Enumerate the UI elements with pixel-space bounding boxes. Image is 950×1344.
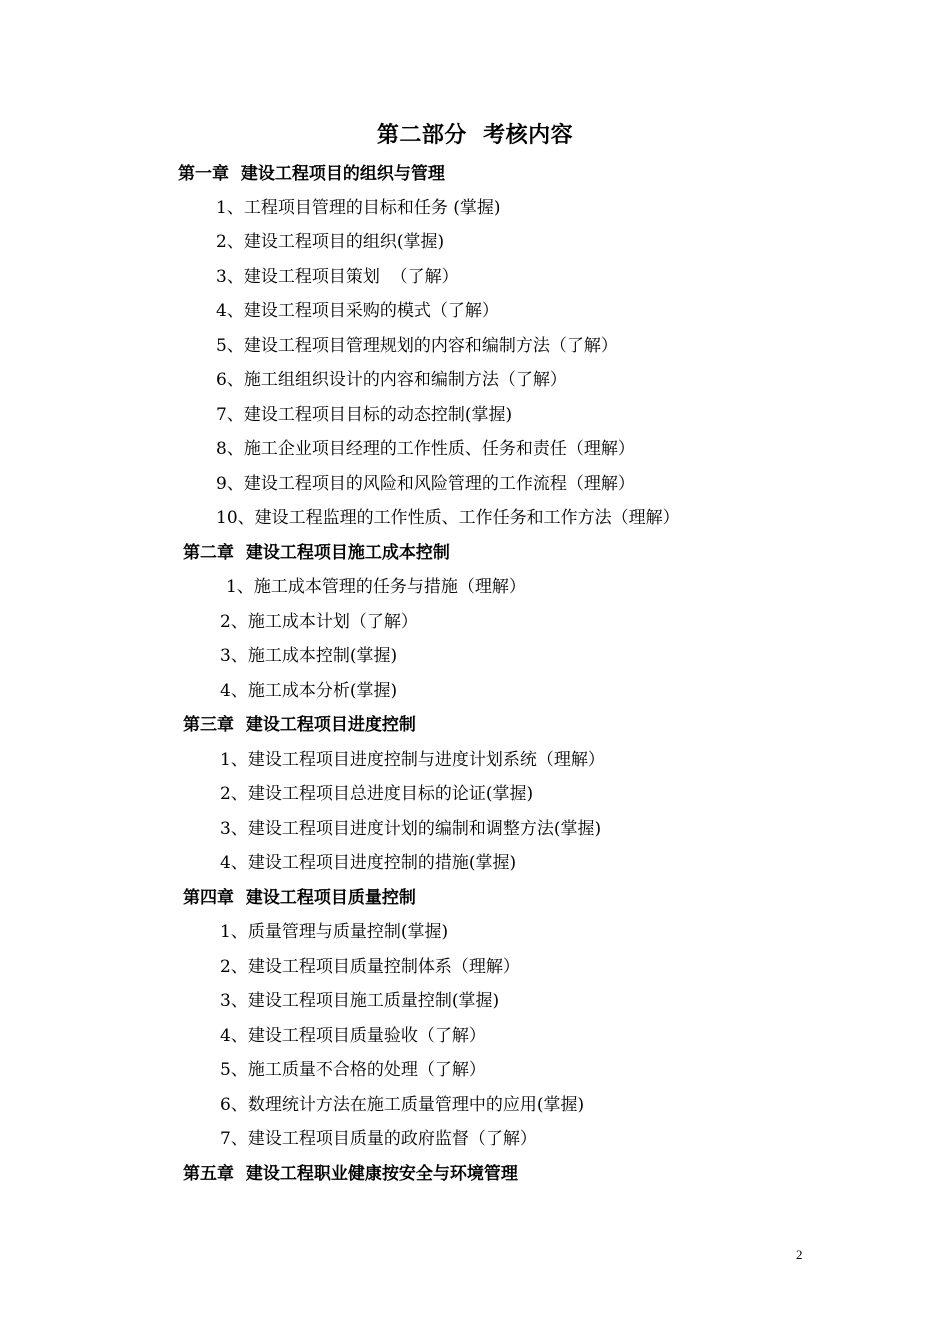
list-item: 7、建设工程项目质量的政府监督（了解） xyxy=(220,1129,537,1149)
list-item: 1、质量管理与质量控制(掌握) xyxy=(220,922,449,942)
list-item: 1、工程项目管理的目标和任务 (掌握) xyxy=(216,198,501,218)
chapter-heading-3: 第三章 建设工程项目进度控制 xyxy=(183,715,416,735)
list-item: 9、建设工程项目的风险和风险管理的工作流程（理解） xyxy=(216,474,635,494)
list-item: 5、建设工程项目管理规划的内容和编制方法（了解） xyxy=(216,336,618,356)
list-item: 5、施工质量不合格的处理（了解） xyxy=(220,1060,486,1080)
chapter-heading-1: 第一章 建设工程项目的组织与管理 xyxy=(178,164,445,184)
list-item: 10、建设工程监理的工作性质、工作任务和工作方法（理解） xyxy=(216,508,680,528)
list-item: 2、建设工程项目的组织(掌握) xyxy=(216,232,445,252)
list-item: 2、建设工程项目质量控制体系（理解） xyxy=(220,957,520,977)
list-item: 3、建设工程项目施工质量控制(掌握) xyxy=(220,991,500,1011)
chapter-heading-5: 第五章 建设工程职业健康按安全与环境管理 xyxy=(183,1164,518,1184)
list-item: 6、数理统计方法在施工质量管理中的应用(掌握) xyxy=(220,1095,585,1115)
list-item: 6、施工组组织设计的内容和编制方法（了解） xyxy=(216,370,567,390)
chapter-heading-4: 第四章 建设工程项目质量控制 xyxy=(183,888,416,908)
list-item: 2、施工成本计划（了解） xyxy=(220,612,418,632)
list-item: 4、建设工程项目质量验收（了解） xyxy=(220,1026,486,1046)
list-item: 1、建设工程项目进度控制与进度计划系统（理解） xyxy=(220,750,605,770)
list-item: 1、施工成本管理的任务与措施（理解） xyxy=(226,577,526,597)
list-item: 3、施工成本控制(掌握) xyxy=(220,646,398,666)
list-item: 2、建设工程项目总进度目标的论证(掌握) xyxy=(220,784,534,804)
list-item: 3、建设工程项目策划 （了解） xyxy=(216,267,459,287)
list-item: 4、施工成本分析(掌握) xyxy=(220,681,398,701)
page-title: 第二部分 考核内容 xyxy=(376,123,574,148)
list-item: 7、建设工程项目目标的动态控制(掌握) xyxy=(216,405,513,425)
chapter-heading-2: 第二章 建设工程项目施工成本控制 xyxy=(183,543,450,563)
page-number: 2 xyxy=(796,1247,803,1262)
list-item: 3、建设工程项目进度计划的编制和调整方法(掌握) xyxy=(220,819,602,839)
list-item: 4、建设工程项目采购的模式（了解） xyxy=(216,301,499,321)
list-item: 8、施工企业项目经理的工作性质、任务和责任（理解） xyxy=(216,439,635,459)
list-item: 4、建设工程项目进度控制的措施(掌握) xyxy=(220,853,517,873)
